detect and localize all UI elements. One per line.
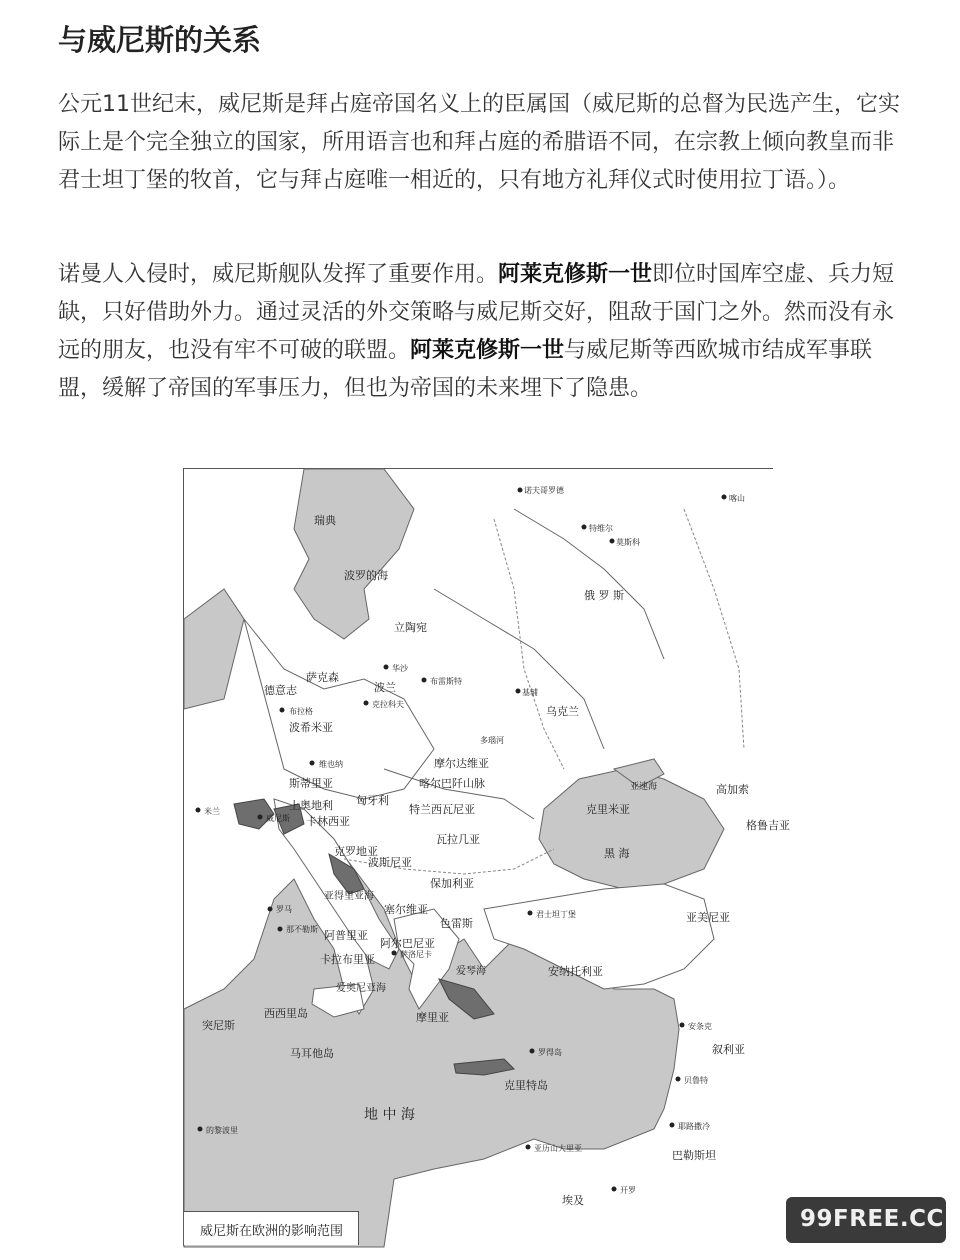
label-mosike: 莫斯科	[616, 538, 640, 547]
label-abaniya: 阿尔巴尼亚	[380, 937, 435, 950]
label-xiongyali: 匈牙利	[356, 794, 389, 807]
label-dizhonghai: 地 中 海	[364, 1107, 415, 1123]
paragraph-1: 公元11世纪末，威尼斯是拜占庭帝国名义上的臣属国（威尼斯的总督为民选产生，它实际上是个完全独立的国家，所用语言也和拜占庭的希腊语不同，在宗教上倾向教皇而非君士坦丁堡的牧首，它与拜占庭唯一相近的，只有地方礼拜仪式时使用拉丁语。）。	[58, 92, 900, 193]
paragraph-2-text-e: 与威尼斯等西欧城市结成军事联盟，缓解了帝国的军事压力，但也为帝国的未来埋下了隐患。	[58, 338, 873, 401]
label-selei: 色雷斯	[440, 917, 473, 930]
label-maerta: 马耳他岛	[290, 1047, 334, 1060]
label-bosiniya: 波斯尼亚	[368, 856, 412, 869]
label-kalabu: 卡拉布里亚	[320, 953, 375, 966]
label-huasha: 华沙	[392, 664, 408, 673]
label-kelimiya: 克里米亚	[586, 803, 630, 816]
label-gaojiasuo: 高加索	[716, 783, 749, 796]
label-yameiniya: 亚美尼亚	[686, 911, 730, 924]
label-liwan: 立陶宛	[394, 621, 427, 634]
label-anaduoli: 安纳托利亚	[548, 965, 603, 978]
label-nuofu: 诺夫哥罗德	[524, 486, 564, 495]
label-luode: 罗得岛	[538, 1048, 562, 1057]
label-yalong: 亚速海	[630, 782, 658, 792]
label-moerda: 摩尔达维亚	[434, 757, 489, 770]
site-watermark	[786, 1197, 946, 1243]
label-yaderiya: 亚得里亚海	[324, 891, 374, 902]
label-kailuo: 开罗	[620, 1186, 636, 1195]
label-xuliya: 叙利亚	[712, 1043, 745, 1056]
label-walaji: 瓦拉几亚	[436, 833, 480, 846]
emperor-name-2: 阿莱克修斯一世	[410, 338, 565, 363]
paragraph-2-text-c: 即位时国库空虚、兵力短缺，只好借助外力。通过灵活的外交策略与威尼斯交好，阻敌于国门之外。然而没有永远的朋友，也没有牢不可破的联盟。	[58, 262, 895, 363]
map-figure	[183, 468, 790, 1246]
emperor-name-1: 阿莱克修斯一世	[498, 262, 653, 287]
label-boluodihai: 波罗的海	[344, 569, 388, 582]
label-saierweiya: 塞尔维亚	[384, 903, 428, 916]
label-aoniya: 爱奥尼亚海	[336, 983, 386, 994]
label-tedanxi: 特兰西瓦尼亚	[409, 803, 475, 816]
label-baojiali: 保加利亚	[430, 877, 474, 890]
label-aiqinhai: 爱琴海	[456, 966, 486, 977]
label-sitili: 斯蒂里亚	[289, 777, 333, 790]
label-heihai: 黑 海	[604, 847, 630, 860]
paragraph-2-text-a: 诺曼人入侵时，威尼斯舰队发挥了重要作用。	[58, 262, 499, 287]
label-beiluo: 贝鲁特	[684, 1076, 708, 1085]
label-kelite: 克里特岛	[504, 1079, 548, 1092]
label-junshi: 君士坦丁堡	[536, 910, 576, 919]
label-weiyena: 维也纳	[319, 760, 343, 769]
label-weinisi: 威尼斯	[266, 814, 290, 823]
label-dannaohe: 多瑙河	[480, 736, 504, 745]
label-shangaoluo: 上奥地利	[289, 799, 333, 812]
label-dibo: 的黎波里	[206, 1126, 238, 1135]
label-yelu: 耶路撒冷	[678, 1122, 710, 1131]
label-shaluo: 萨洛尼卡	[400, 950, 432, 959]
label-andiakai: 安条克	[688, 1022, 712, 1031]
label-kaerbaxian: 喀尔巴阡山脉	[419, 777, 485, 790]
article-title: 与威尼斯的关系	[58, 23, 262, 57]
label-bolan: 波兰	[374, 681, 396, 694]
label-moli: 摩里亚	[416, 1011, 449, 1024]
label-luoma: 罗马	[276, 905, 292, 914]
label-kalinxi: 卡林西亚	[306, 815, 350, 828]
paragraph-2	[58, 256, 908, 408]
label-ruidian: 瑞典	[314, 514, 336, 527]
label-yaliciya: 亚历山大里亚	[534, 1144, 582, 1153]
label-gelu: 格鲁吉亚	[746, 819, 790, 832]
map-caption: 威尼斯在欧洲的影响范围	[200, 1224, 344, 1239]
label-xixili: 西西里岛	[264, 1007, 308, 1020]
label-apuliya: 阿普里亚	[324, 929, 368, 942]
label-jifu: 基辅	[522, 688, 538, 697]
label-zhushan: 喀山	[729, 494, 745, 503]
caption-box	[184, 1211, 359, 1245]
label-aiji: 埃及	[562, 1194, 584, 1207]
label-keluodiya: 克罗地亚	[334, 845, 378, 858]
label-milan: 米兰	[204, 807, 220, 816]
label-eluosi: 俄 罗 斯	[584, 589, 624, 602]
label-wukelan: 乌克兰	[546, 705, 579, 718]
label-nabulesi: 那不勒斯	[286, 925, 318, 934]
label-bulesi: 布雷斯特	[430, 677, 462, 686]
label-sakesen: 萨克森	[306, 671, 339, 684]
label-deyizhi: 德意志	[264, 684, 297, 697]
watermark-text: 99FREE.CC	[800, 1206, 944, 1232]
label-bulage: 布拉格	[289, 707, 313, 716]
label-tewei: 特维尔	[589, 524, 613, 533]
label-balesitan: 巴勒斯坦	[672, 1149, 716, 1162]
label-tunisi: 突尼斯	[202, 1019, 235, 1032]
label-boximiya: 波希米亚	[289, 721, 333, 734]
europe-map	[184, 469, 790, 1247]
label-keluo: 克拉科夫	[372, 700, 404, 709]
